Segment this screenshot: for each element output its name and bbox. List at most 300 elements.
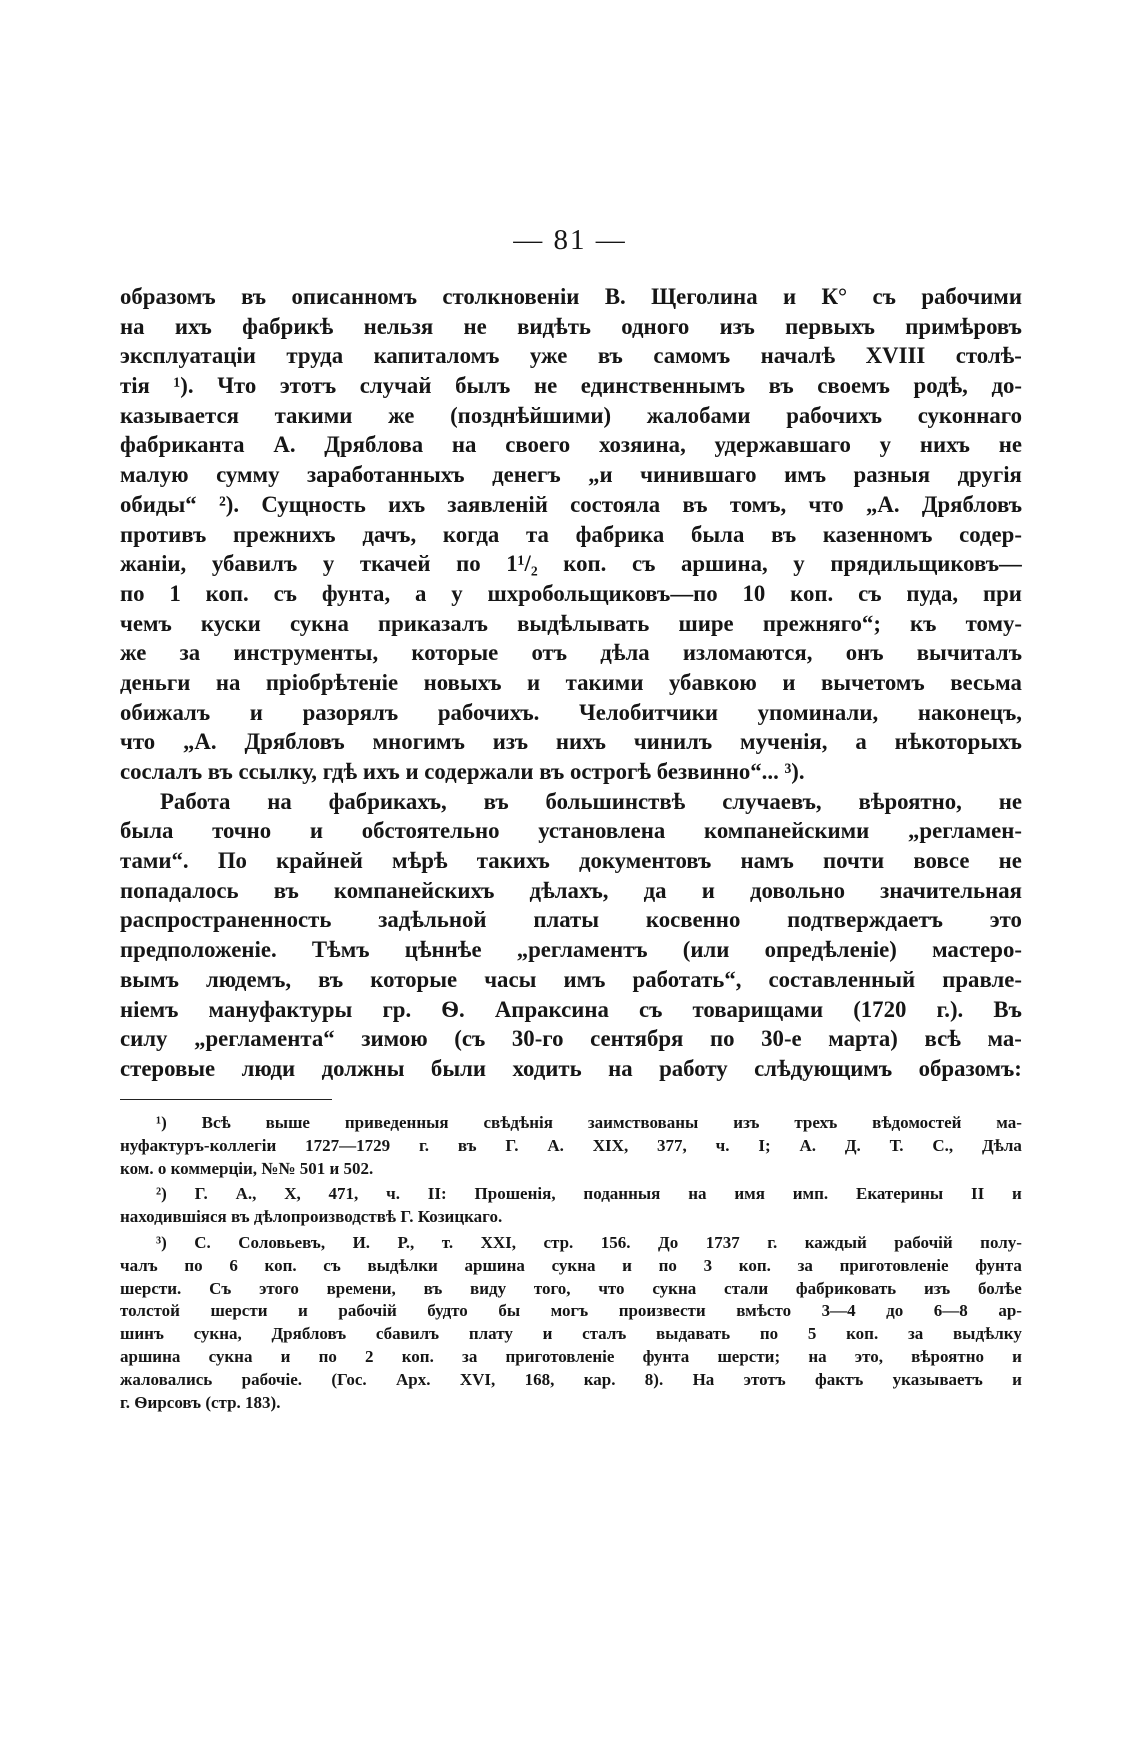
word: (позднѣйшими) [450,402,612,428]
word: С. [194,1232,211,1252]
word: По [217,848,247,874]
word: фабриковать [795,1278,897,1298]
word: казывается [120,402,239,428]
word: на [808,1346,827,1366]
word: ткачей [359,551,431,577]
word: выдавать [656,1324,731,1344]
word: II [970,1184,985,1204]
footnote-line [120,1135,1022,1158]
word: своего [505,432,571,458]
word: наконецъ, [917,699,1022,725]
word: фабрикѣ [242,313,334,339]
word: товарищами [692,996,824,1022]
word: 1 [169,580,181,606]
word: косвенно [645,907,741,933]
word: должны [321,1055,405,1081]
word: томъ, [729,491,787,517]
word: коп. [846,1324,879,1344]
word: К° [821,284,848,309]
text-line [120,341,1022,371]
word: 1¹/₂ [506,551,538,577]
word: и [701,877,715,903]
word: вымъ [120,966,179,992]
word: и [782,284,797,309]
word: изъ [719,313,755,339]
word: И. [352,1232,371,1252]
text-line [120,935,1022,965]
word: силу [120,1026,168,1052]
word: обижалъ [120,699,211,725]
word: ²). [218,491,240,517]
text-line [120,312,1022,342]
text-line [120,549,1022,579]
text-line [120,816,1022,846]
word: съ [858,580,882,606]
word: да [643,877,667,903]
word: съ [273,580,297,606]
word: рабочіе. [241,1369,303,1389]
word: XIX, [592,1135,629,1155]
word: отъ [531,640,568,666]
word: Что [217,373,257,399]
word: Щеголина [651,284,758,309]
word: у [322,551,335,577]
text-line [120,698,1022,728]
word: убавилъ [211,551,298,577]
word: Дѣла [981,1135,1022,1155]
word: не [998,788,1022,814]
word: образомъ [120,284,216,309]
word: вмѣсто [736,1301,792,1321]
word: заимствованы [587,1113,699,1132]
word: фабрика [575,521,665,547]
word: такими [274,402,353,428]
footnote-divider [120,1099,332,1100]
word: Соловьевъ, [238,1232,326,1252]
word: Дрябловъ [244,729,345,755]
word: и [249,699,263,725]
word: XVI, [459,1369,496,1389]
word: была [690,521,745,547]
word: приказалъ [377,610,488,636]
word: Дрябловъ [921,491,1022,517]
word: въ [483,788,509,814]
word: та [526,521,549,547]
word: образомъ: [918,1055,1022,1081]
word: Дряблова [324,432,424,458]
word: и [527,669,541,695]
word: это [989,907,1022,933]
word: 3—4 [821,1301,856,1321]
word: марта) [828,1026,898,1052]
word: вычиталъ [916,640,1022,666]
word: по [658,1255,677,1275]
word: аршина, [680,551,768,577]
word: казенномъ [822,521,933,547]
word: бы [498,1301,521,1321]
word: Екатерины [855,1184,944,1204]
word: съ [631,551,656,577]
word: имъ [784,462,827,488]
word: за [461,1346,478,1366]
word: рабочій [338,1301,397,1321]
word: трехъ [794,1113,838,1132]
word: шерсти; [717,1346,781,1366]
word: коп. [563,551,607,577]
word: будто [427,1301,468,1321]
word: труда [286,343,344,369]
word: сукна [208,1346,253,1366]
word: многимъ [372,729,465,755]
word: этого [259,1278,299,1298]
word: Г. [194,1184,208,1204]
word: дѣлахъ, [529,877,609,903]
word: Всѣ [201,1113,231,1132]
word: коп. [738,1255,771,1275]
footnote-line [120,1300,1022,1323]
word: шерсти [210,1301,268,1321]
word: за [797,1255,813,1275]
word: свѣдѣнія [483,1113,553,1132]
word: у [879,432,892,458]
word: г.). [936,996,964,1022]
word: разорялъ [302,699,399,725]
word: Въ [993,996,1022,1022]
word: приготовленіе [839,1255,949,1275]
word: описанномъ [291,284,418,309]
word: (Гос. [331,1369,367,1389]
word: жалобами [646,402,751,428]
word: попадалось [120,877,239,903]
word: малую [120,462,189,488]
word: другія [957,462,1022,488]
text-line [120,1054,1022,1084]
text-line [120,965,1022,995]
word: удержавшаго [714,432,851,458]
word: А. [273,432,296,458]
word: фабрикахъ, [328,788,447,814]
text-line [120,846,1022,876]
word: ³) [156,1232,167,1252]
word: до- [991,373,1022,399]
word: XXI, [480,1232,517,1252]
word: были [430,1055,487,1081]
word: дачъ, [362,521,417,547]
word: состояла [570,491,661,517]
footnote-line [120,1369,1022,1392]
word: опредѣленіе) [764,937,897,963]
word: и [622,1255,632,1275]
word: тія [120,373,150,399]
word: т. [441,1232,454,1252]
word: задѣльной [378,907,487,933]
text-line [120,401,1022,431]
word: единственнымъ [580,373,746,399]
word: ар- [998,1301,1022,1321]
word: примѣровъ [905,313,1022,339]
word: (съ [454,1026,486,1052]
word: фабриканта [120,432,245,458]
word: по [120,580,145,606]
word: ²) [156,1184,167,1204]
word: противъ [120,521,207,547]
word: довольно [750,877,846,903]
word: сентября [590,1026,684,1052]
word: распространенность [120,907,332,933]
word: „регламента“ [194,1026,335,1052]
word: компанейскихъ [333,877,495,903]
word: выдѣлку [953,1324,1022,1344]
word: XVIII [865,343,926,369]
word: компанейскими [704,818,870,844]
word: 377, [657,1135,687,1155]
word: 2 [365,1346,374,1366]
word: г. [767,1232,778,1252]
word: на [608,1055,633,1081]
word: жаловались [120,1369,213,1389]
word: по [709,1026,735,1052]
word: которые [411,640,499,666]
word: часы [484,966,537,992]
word: Д. [844,1135,861,1155]
word: имъ [563,966,606,992]
word: въ [597,343,623,369]
word: ¹) [156,1113,167,1132]
text-line [120,995,1022,1025]
word: 6 [229,1255,238,1275]
word: капиталомъ [373,343,500,369]
word: вѣдомостей [872,1113,962,1132]
word: правле- [942,966,1022,992]
word: 1727—1729 [305,1135,391,1155]
word: у [793,551,805,577]
word: нихъ [919,432,970,458]
word: суконнаго [917,402,1022,428]
word: всѣ [924,1026,961,1052]
word: фунта [642,1346,690,1366]
word: за [179,640,201,666]
word: убавкою [668,669,757,695]
word: и [542,1324,553,1344]
word: зимою [361,1026,428,1052]
word: шерсти. [120,1278,182,1298]
word: прядильщиковъ— [830,551,1022,577]
word: 156. [600,1232,631,1252]
footnote-line [120,1232,1022,1255]
word: имп. [792,1184,829,1204]
word: Г. [505,1135,519,1155]
word: г. [418,1135,430,1155]
word: сумму [216,462,280,488]
word: мученія, [740,729,828,755]
word: сукна, [193,1324,242,1344]
word: (1720 [853,996,907,1022]
word: обстоятельно [361,818,500,844]
word: того, [533,1278,571,1298]
word: дѣла [600,640,650,666]
word: „регламентъ [516,937,648,963]
word: а [415,580,427,606]
word: вѣроятно [911,1346,985,1366]
word: „регламен- [908,818,1022,844]
word: и [309,818,324,844]
word: чинившаго [640,462,757,488]
word: могъ [550,1301,589,1321]
word: къ [910,610,937,636]
word: не [998,432,1022,458]
word: хозяина, [598,432,686,458]
word: Работа [160,788,231,814]
word: люди [241,1055,296,1081]
word: же [120,640,147,666]
word: сукна [652,1278,697,1298]
word: слѣдующимъ [754,1055,893,1081]
word: рабочими [921,284,1022,309]
page-number: — 81 — [513,224,627,256]
word: куски [200,610,261,636]
word: и [280,1346,291,1366]
word: ч. [715,1135,730,1155]
word: изъ [733,1113,760,1132]
word: ніемъ [120,996,179,1022]
text-line [120,579,1022,609]
word: (или [682,937,730,963]
word: намъ [740,848,794,874]
word: болѣе [977,1278,1022,1298]
word: при [982,580,1022,606]
word: Апраксина [494,996,609,1022]
word: до [886,1301,904,1321]
word: работать“, [632,966,742,992]
word: прежняго“; [762,610,881,636]
word: предположеніе. [120,937,277,963]
word: въ [457,1135,477,1155]
word: когда [442,521,500,547]
word: большинствѣ [545,788,686,814]
word: такими [565,669,644,695]
word: Ѳ. [441,996,465,1022]
word: что [808,491,844,517]
word: чинилъ [633,729,713,755]
word: гр. [382,996,412,1022]
word: рабочихъ. [437,699,540,725]
footnote-line [120,1112,1022,1135]
word: и [1012,1346,1022,1366]
word: произвести [618,1301,706,1321]
word: жаніи, [120,551,187,577]
word: не [533,373,558,399]
word: мастеро- [932,937,1022,963]
word: Р., [397,1232,415,1252]
word: аршина [120,1346,181,1366]
word: и [1012,1184,1022,1204]
word: ма- [987,1026,1022,1052]
word: платы [533,907,600,933]
text-line [120,430,1022,460]
word: стали [724,1278,769,1298]
word: прежнихъ [233,521,336,547]
word: времени, [326,1278,396,1298]
word: же [388,402,415,428]
word: стеровые [120,1055,216,1081]
word: точно [212,818,272,844]
footnote-line [120,1323,1022,1346]
word: 8). [644,1369,664,1389]
word: Челобитчики [578,699,718,725]
word: Съ [209,1278,232,1298]
word: мѣрѣ [392,848,448,874]
word: что [120,729,156,755]
word: по [456,551,481,577]
word: сукна [289,610,349,636]
text-line [120,490,1022,520]
word: тому- [965,610,1022,636]
word: кар. [583,1369,616,1389]
text-line [120,727,1022,757]
word: мануфактуры [208,996,353,1022]
word: случаевъ, [722,788,822,814]
word: коп. [264,1255,297,1275]
word: полу- [980,1232,1022,1252]
word: своемъ [817,373,890,399]
word: рабочій [894,1232,953,1252]
word: разныя [853,462,931,488]
word: ихъ [174,313,212,339]
word: съ [638,996,663,1022]
word: которые [370,966,458,992]
word: по [318,1346,337,1366]
word: X, [284,1184,301,1204]
word: этотъ [743,1369,786,1389]
word: видѣть [517,313,591,339]
word: за [907,1324,924,1344]
word: новыхъ [423,669,502,695]
word: фактъ [815,1369,864,1389]
word: Сущность [261,491,366,517]
word: вычетомъ [820,669,925,695]
word: этотъ [279,373,337,399]
word: составленный [768,966,916,992]
word: „и [588,462,613,488]
word: упоминали, [757,699,879,725]
word: былъ [455,373,511,399]
word: вовсе [913,848,970,874]
word: I; [758,1135,771,1155]
main-text [120,282,1022,1084]
word: началѣ [760,343,836,369]
word: случай [359,373,432,399]
word: 168, [524,1369,555,1389]
word: и [298,1301,308,1321]
word: фунта, [321,580,391,606]
word: крайней [276,848,363,874]
word: В. [604,284,626,309]
word: До [658,1232,679,1252]
text-line [120,1024,1022,1054]
word: родѣ, [913,373,968,399]
word: сбавилъ [375,1324,440,1344]
word: по [184,1255,203,1275]
word: и [782,669,796,695]
word: значительная [880,877,1022,903]
word: вѣроятно, [858,788,962,814]
word: чемъ [120,610,172,636]
footnote-line [120,1255,1022,1278]
word: первыхъ [785,313,875,339]
word: 3 [703,1255,713,1275]
word: не [998,848,1022,874]
word: шире [678,610,734,636]
